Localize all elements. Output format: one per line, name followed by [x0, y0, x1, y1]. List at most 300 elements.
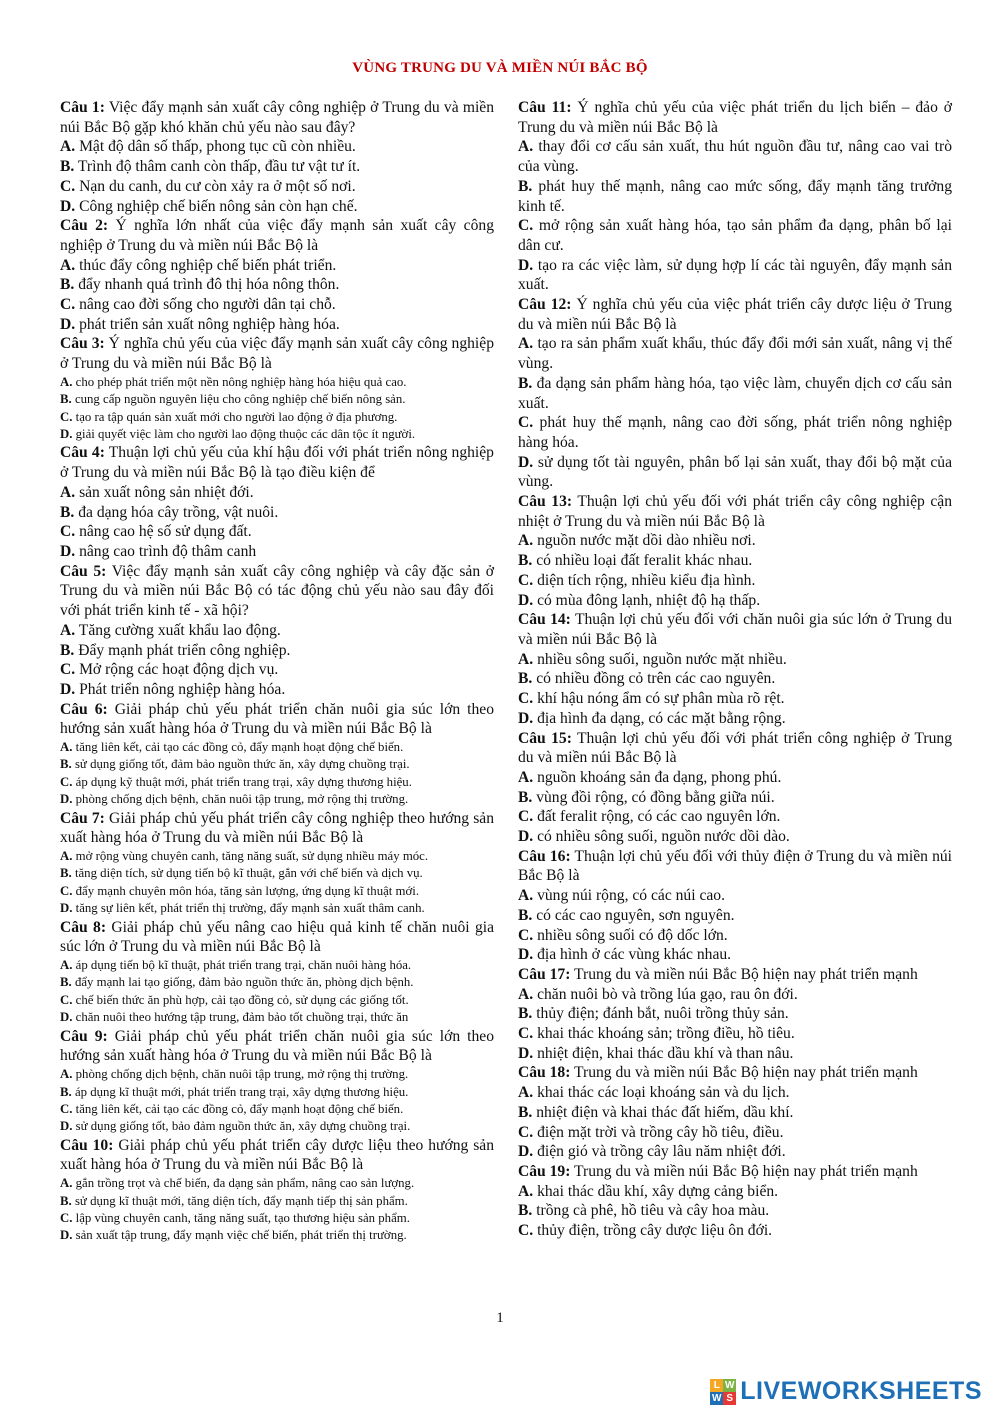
- option-text: phòng chống dịch bệnh, chăn nuôi tập trung, mở rộng thị trường.: [72, 1067, 409, 1082]
- option-letter: C.: [60, 992, 73, 1007]
- option-letter: A.: [518, 138, 534, 156]
- question-stem: [518, 98, 952, 137]
- option-text: Mở rộng các hoạt động dịch vụ.: [75, 661, 279, 679]
- option-letter: D.: [518, 709, 534, 727]
- answer-option[interactable]: [60, 680, 494, 700]
- option-text: tăng sự liên kết, phát triển thị trường, đẩy mạnh sản xuất thâm canh.: [72, 901, 425, 916]
- answer-option[interactable]: [60, 865, 494, 882]
- option-letter: A.: [60, 1176, 73, 1191]
- answer-option[interactable]: [60, 957, 494, 974]
- option-text: cho phép phát triển một nền nông nghiệp hàng hóa hiệu quả cao.: [72, 374, 407, 389]
- option-text: gắn trồng trọt và chế biến, đa dạng sản phẩm, nâng cao sản lượng.: [72, 1176, 415, 1191]
- answer-option[interactable]: [60, 739, 494, 756]
- option-text: chăn nuôi theo hướng tập trung, đảm bảo tốt chuồng trại, thức ăn: [72, 1010, 409, 1025]
- option-text: tạo ra các việc làm, sử dụng hợp lí các tài nguyên, đẩy mạnh sản xuất.: [518, 256, 952, 294]
- question-text: Trung du và miền núi Bắc Bộ hiện nay phát triển mạnh: [570, 1064, 918, 1082]
- option-text: điện mặt trời và trồng cây hồ tiêu, điều.: [533, 1123, 784, 1141]
- option-text: đẩy mạnh lai tạo giống, đảm bảo nguồn thức ăn, phòng dịch bệnh.: [71, 975, 414, 990]
- option-text: đất feralit rộng, có các cao nguyên lớn.: [533, 808, 781, 826]
- option-text: có nhiều đồng cỏ trên các cao nguyên.: [532, 670, 776, 688]
- answer-option[interactable]: [518, 1044, 952, 1064]
- option-letter: C.: [518, 571, 534, 589]
- answer-option[interactable]: [518, 1142, 952, 1162]
- option-letter: D.: [60, 427, 73, 442]
- answer-option[interactable]: [60, 1118, 494, 1135]
- option-letter: C.: [60, 1210, 73, 1225]
- question-text: Việc đẩy mạnh sản xuất cây công nghiệp và cây đặc sản ở Trung du và miền núi Bắc Bộ có tác động chủ yếu nào sau đây đối với phát triển kinh tế - xã hội?: [60, 562, 494, 620]
- logo-mark-tile: W: [725, 1379, 735, 1391]
- option-letter: A.: [60, 958, 73, 973]
- question-number: Câu 7:: [60, 809, 105, 827]
- option-text: tạo ra tập quán sản xuất mới cho người lao động ở địa phương.: [72, 409, 398, 424]
- question-block: [60, 809, 494, 918]
- answer-option[interactable]: [518, 1221, 952, 1241]
- question-text: Thuận lợi chủ yếu đối với phát triển cây công nghiệp cận nhiệt ở Trung du và miền núi Bắc Bộ là: [518, 493, 952, 530]
- question-stem: [60, 700, 494, 739]
- page-title: VÙNG TRUNG DU VÀ MIỀN NÚI BẮC BỘ: [352, 60, 648, 76]
- option-letter: B.: [60, 158, 75, 176]
- question-text: Thuận lợi chủ yếu đối với phát triển công nghiệp ở Trung du và miền núi Bắc Bộ là: [518, 729, 952, 767]
- question-text: Trung du và miền núi Bắc Bộ hiện nay phát triển mạnh: [570, 965, 918, 983]
- question-stem: [518, 610, 952, 649]
- option-text: thúc đẩy công nghiệp chế biến phát triển.: [75, 256, 337, 274]
- answer-option[interactable]: [60, 1084, 494, 1101]
- answer-option[interactable]: [518, 669, 952, 689]
- option-letter: D.: [60, 792, 73, 807]
- question-stem: [60, 216, 494, 255]
- question-block: [60, 700, 494, 809]
- option-letter: D.: [60, 1119, 73, 1134]
- question-stem: [518, 729, 952, 768]
- question-text: Ý nghĩa lớn nhất của việc đẩy mạnh sản xuất cây công nghiệp ở Trung du và miền núi Bắc Bộ là: [60, 217, 494, 254]
- option-text: trồng cà phê, hồ tiêu và cây hoa màu.: [532, 1202, 770, 1220]
- option-text: nâng cao hệ số sử dụng đất.: [75, 523, 252, 541]
- option-text: phát huy thế mạnh, nâng cao đời sống, phát triển nông nghiệp hàng hóa.: [518, 414, 952, 451]
- answer-option[interactable]: [518, 886, 952, 906]
- option-text: áp dụng tiến bộ kĩ thuật, phát triển trang trại, chăn nuôi hàng hóa.: [72, 958, 412, 973]
- question-stem: [518, 847, 952, 886]
- option-text: nhiệt điện và khai thác đất hiếm, dầu khí.: [532, 1103, 794, 1121]
- option-letter: A.: [60, 138, 76, 156]
- option-letter: C.: [518, 217, 534, 235]
- option-letter: C.: [60, 661, 76, 679]
- answer-option[interactable]: [518, 945, 952, 965]
- option-letter: B.: [518, 552, 533, 570]
- option-letter: C.: [518, 808, 534, 826]
- question-block: [60, 1136, 494, 1245]
- option-letter: A.: [518, 1084, 534, 1102]
- option-text: nâng cao trình độ thâm canh: [75, 542, 257, 560]
- question-block: [518, 610, 952, 728]
- question-block: [518, 1162, 952, 1241]
- option-letter: A.: [60, 483, 76, 501]
- option-letter: C.: [518, 414, 534, 432]
- question-number: Câu 14:: [518, 611, 571, 629]
- option-letter: D.: [518, 828, 534, 846]
- left-column: [60, 98, 494, 1245]
- question-text: Thuận lợi chủ yếu đối với thủy điện ở Trung du và miền núi Bắc Bộ là: [518, 847, 953, 885]
- answer-option[interactable]: [60, 426, 494, 443]
- logo-mark-icon: [710, 1379, 736, 1405]
- option-text: đa dạng hóa cây trồng, vật nuôi.: [74, 503, 279, 521]
- option-text: khai thác dầu khí, xây dựng cảng biển.: [533, 1182, 779, 1200]
- option-letter: B.: [518, 906, 533, 924]
- answer-option[interactable]: [518, 216, 952, 255]
- question-stem: [518, 1063, 952, 1083]
- option-text: sử dụng giống tốt, đảm bảo nguồn thức ăn, xây dựng chuồng trại.: [71, 757, 410, 772]
- logo-text: LIVEWORKSHEETS: [740, 1377, 982, 1405]
- answer-option[interactable]: [60, 409, 494, 426]
- question-block: [60, 918, 494, 1027]
- option-text: cung cấp nguồn nguyên liệu cho công nghiệp chế biến nông sản.: [71, 392, 406, 407]
- option-text: tăng diện tích, sử dụng tiến bộ kĩ thuật, gắn với chế biến và dịch vụ.: [71, 866, 423, 881]
- option-letter: C.: [60, 883, 73, 898]
- question-block: [518, 1063, 952, 1162]
- option-text: có nhiều sông suối, nguồn nước dồi dào.: [533, 828, 790, 846]
- option-letter: A.: [60, 1067, 73, 1082]
- option-letter: B.: [60, 757, 72, 772]
- option-letter: A.: [60, 621, 76, 639]
- option-letter: B.: [518, 1103, 533, 1121]
- option-letter: A.: [518, 532, 534, 550]
- question-block: [60, 443, 494, 561]
- answer-option[interactable]: [60, 256, 494, 276]
- option-text: tăng liên kết, cải tạo các đồng cỏ, đẩy mạnh hoạt động chế biến.: [72, 740, 404, 755]
- answer-option[interactable]: [518, 768, 952, 788]
- option-text: đẩy nhanh quá trình đô thị hóa nông thôn.: [74, 276, 340, 294]
- option-text: đẩy mạnh chuyên môn hóa, tăng sản lượng, ứng dụng kĩ thuật mới.: [72, 883, 420, 898]
- option-letter: A.: [60, 849, 73, 864]
- option-letter: B.: [518, 670, 533, 688]
- option-letter: C.: [518, 1025, 534, 1043]
- option-text: Công nghiệp chế biến nông sản còn hạn chế.: [75, 197, 358, 215]
- option-text: mở rộng vùng chuyên canh, tăng năng suất, sử dụng nhiều máy móc.: [72, 849, 429, 864]
- answer-option[interactable]: [60, 177, 494, 197]
- answer-option[interactable]: [518, 1103, 952, 1123]
- option-text: sản xuất tập trung, đẩy mạnh việc chế biến, phát triển thị trường.: [72, 1228, 407, 1243]
- option-text: điện gió và trồng cây lâu năm nhiệt đới.: [533, 1143, 786, 1161]
- answer-option[interactable]: [518, 571, 952, 591]
- option-text: áp dụng kỹ thuật mới, phát triển trang trại, xây dựng thương hiệu.: [72, 774, 412, 789]
- answer-option[interactable]: [60, 756, 494, 773]
- option-letter: B.: [518, 374, 533, 392]
- option-text: có nhiều loại đất feralit khác nhau.: [532, 552, 753, 570]
- option-text: có mùa đông lạnh, nhiệt độ hạ thấp.: [533, 591, 761, 609]
- answer-option[interactable]: [60, 137, 494, 157]
- option-letter: D.: [518, 591, 534, 609]
- right-column: [518, 98, 952, 1241]
- answer-option[interactable]: [60, 275, 494, 295]
- question-number: Câu 19:: [518, 1162, 571, 1180]
- option-letter: B.: [518, 1005, 533, 1023]
- answer-option[interactable]: [60, 1009, 494, 1026]
- question-number: Câu 10:: [60, 1136, 114, 1154]
- question-number: Câu 1:: [60, 99, 105, 116]
- option-letter: D.: [518, 1143, 534, 1161]
- option-text: phòng chống dịch bệnh, chăn nuôi tập trung, mở rộng thị trường.: [72, 792, 409, 807]
- option-text: có các cao nguyên, sơn nguyên.: [532, 906, 735, 924]
- answer-option[interactable]: [60, 641, 494, 661]
- question-number: Câu 4:: [60, 444, 105, 462]
- question-block: [60, 216, 494, 334]
- answer-option[interactable]: [518, 453, 952, 492]
- question-text: Thuận lợi chủ yếu đối với chăn nuôi gia súc lớn ở Trung du và miền núi Bắc Bộ là: [518, 611, 952, 648]
- question-stem: [60, 98, 494, 137]
- answer-option[interactable]: [60, 774, 494, 791]
- option-text: Trình độ thâm canh còn thấp, đầu tư vật tư ít.: [74, 158, 361, 176]
- option-text: nhiệt điện, khai thác dầu khí và than nâu.: [533, 1044, 794, 1062]
- question-number: Câu 3:: [60, 335, 105, 353]
- answer-option[interactable]: [60, 391, 494, 408]
- question-block: [518, 847, 952, 965]
- option-text: địa hình ở các vùng khác nhau.: [533, 946, 732, 964]
- answer-option[interactable]: [518, 1083, 952, 1103]
- question-number: Câu 13:: [518, 493, 573, 511]
- option-letter: A.: [60, 740, 73, 755]
- answer-option[interactable]: [518, 551, 952, 571]
- option-letter: A.: [60, 256, 76, 274]
- option-text: địa hình đa dạng, có các mặt bằng rộng.: [533, 709, 786, 727]
- option-text: thủy điện; đánh bắt, nuôi trồng thủy sản.: [532, 1005, 789, 1023]
- answer-option[interactable]: [518, 1004, 952, 1024]
- option-text: Tăng cường xuất khẩu lao động.: [75, 621, 281, 639]
- option-text: sử dụng giống tốt, bảo đảm nguồn thức ăn, xây dựng chuồng trại.: [72, 1119, 411, 1134]
- answer-option[interactable]: [518, 334, 952, 373]
- answer-option[interactable]: [60, 900, 494, 917]
- logo-mark-tile: L: [710, 1379, 723, 1392]
- question-text: Trung du và miền núi Bắc Bộ hiện nay phát triển mạnh: [570, 1162, 918, 1180]
- question-number: Câu 12:: [518, 296, 572, 314]
- answer-option[interactable]: [518, 689, 952, 709]
- option-text: sử dụng kĩ thuật mới, tăng diện tích, đẩy mạnh tiếp thị sản phẩm.: [71, 1193, 408, 1208]
- option-letter: D.: [60, 1010, 73, 1025]
- option-letter: B.: [60, 1084, 72, 1099]
- question-text: Ý nghĩa chủ yếu của việc phát triển cây dược liệu ở Trung du và miền núi Bắc Bộ là: [518, 296, 952, 333]
- option-text: lập vùng chuyên canh, tăng năng suất, tạo thương hiệu sản phẩm.: [72, 1210, 410, 1225]
- question-block: [60, 1027, 494, 1136]
- question-stem: [60, 334, 494, 373]
- answer-option[interactable]: [518, 788, 952, 808]
- option-text: thủy điện, trồng cây dược liệu ôn đới.: [533, 1222, 773, 1240]
- answer-option[interactable]: [518, 177, 952, 216]
- option-letter: B.: [518, 1202, 533, 1220]
- option-text: nâng cao đời sống cho người dân tại chỗ.: [75, 296, 336, 314]
- option-letter: D.: [60, 901, 73, 916]
- answer-option[interactable]: [518, 591, 952, 611]
- answer-option[interactable]: [60, 1210, 494, 1227]
- answer-option[interactable]: [518, 1123, 952, 1143]
- logo-mark-tile: W: [712, 1392, 722, 1404]
- option-text: nguồn khoáng sản đa dạng, phong phú.: [533, 768, 782, 786]
- question-block: [60, 98, 494, 216]
- option-letter: A.: [60, 374, 73, 389]
- question-number: Câu 6:: [60, 700, 108, 718]
- answer-option[interactable]: [60, 522, 494, 542]
- option-text: Phát triển nông nghiệp hàng hóa.: [75, 680, 286, 698]
- option-text: khai thác các loại khoáng sản và du lịch.: [533, 1084, 790, 1102]
- option-letter: B.: [60, 1193, 72, 1208]
- option-text: áp dụng kĩ thuật mới, phát triển trang trại, xây dựng thương hiệu.: [71, 1084, 409, 1099]
- option-letter: C.: [60, 296, 76, 314]
- option-letter: C.: [60, 409, 73, 424]
- answer-option[interactable]: [60, 503, 494, 523]
- option-text: sử dụng tốt tài nguyên, phân bố lại sản xuất, thay đổi bộ mặt của vùng.: [518, 453, 952, 491]
- answer-option[interactable]: [518, 709, 952, 729]
- question-text: Giải pháp chủ yếu phát triển cây dược liệu theo hướng sản xuất hàng hóa ở Trung du và miền núi Bắc Bộ là: [60, 1136, 494, 1174]
- option-text: khai thác khoáng sản; trồng điều, hồ tiêu.: [533, 1025, 795, 1043]
- answer-option[interactable]: [518, 256, 952, 295]
- question-text: Thuận lợi chủ yếu của khí hậu đối với phát triển nông nghiệp ở Trung du và miền núi Bắc Bộ là tạo điều kiện để: [60, 444, 494, 482]
- question-number: Câu 9:: [60, 1027, 108, 1045]
- answer-option[interactable]: [60, 660, 494, 680]
- option-letter: C.: [518, 1123, 534, 1141]
- question-text: Ý nghĩa chủ yếu của việc phát triển du lịch biển – đảo ở Trung du và miền núi Bắc Bộ là: [518, 99, 952, 136]
- option-letter: C.: [60, 177, 76, 195]
- option-letter: A.: [518, 650, 534, 668]
- option-letter: D.: [60, 315, 76, 333]
- answer-option[interactable]: [60, 542, 494, 562]
- question-block: [518, 965, 952, 1064]
- option-text: tạo ra sản phẩm xuất khẩu, thúc đẩy đổi mới sản xuất, nâng vị thế vùng.: [518, 335, 952, 373]
- option-letter: B.: [60, 503, 75, 521]
- option-letter: B.: [60, 392, 72, 407]
- option-letter: B.: [518, 788, 533, 806]
- option-letter: A.: [518, 768, 534, 786]
- option-text: thay đổi cơ cấu sản xuất, thu hút nguồn đầu tư, nâng cao vai trò của vùng.: [518, 138, 952, 176]
- answer-option[interactable]: [60, 374, 494, 391]
- option-text: phát triển sản xuất nông nghiệp hàng hóa.: [75, 315, 340, 333]
- answer-option[interactable]: [60, 848, 494, 865]
- question-text: Giải pháp chủ yếu phát triển cây công nghiệp theo hướng sản xuất hàng hóa ở Trung du và miền núi Bắc Bộ là: [60, 809, 494, 847]
- answer-option[interactable]: [518, 413, 952, 452]
- option-letter: D.: [518, 1044, 534, 1062]
- question-number: Câu 18:: [518, 1064, 571, 1082]
- question-block: [518, 492, 952, 610]
- answer-option[interactable]: [60, 992, 494, 1009]
- question-block: [518, 729, 952, 847]
- answer-option[interactable]: [60, 1193, 494, 1210]
- question-number: Câu 5:: [60, 562, 107, 580]
- question-stem: [518, 1162, 952, 1182]
- option-letter: A.: [518, 1182, 534, 1200]
- option-text: nguồn nước mặt dồi dào nhiều nơi.: [533, 532, 756, 550]
- option-letter: D.: [518, 946, 534, 964]
- option-letter: D.: [60, 542, 76, 560]
- option-letter: B.: [60, 641, 75, 659]
- answer-option[interactable]: [60, 974, 494, 991]
- option-letter: A.: [518, 887, 534, 905]
- answer-option[interactable]: [518, 531, 952, 551]
- answer-option[interactable]: [518, 1182, 952, 1202]
- option-letter: C.: [518, 926, 534, 944]
- answer-option[interactable]: [60, 295, 494, 315]
- option-letter: A.: [518, 335, 534, 353]
- question-number: Câu 17:: [518, 965, 571, 983]
- question-text: Việc đẩy mạnh sản xuất cây công nghiệp ở Trung du và miền núi Bắc Bộ gặp khó khăn chủ yếu nào sau đây?: [60, 99, 494, 136]
- answer-option[interactable]: [518, 807, 952, 827]
- answer-option[interactable]: [60, 883, 494, 900]
- option-text: Đẩy mạnh phát triển công nghiệp.: [74, 641, 291, 659]
- answer-option[interactable]: [60, 621, 494, 641]
- answer-option[interactable]: [60, 197, 494, 217]
- option-text: mở rộng sản xuất hàng hóa, tạo sản phẩm đa dạng, phân bố lại dân cư.: [518, 217, 952, 254]
- option-text: đa dạng sản phẩm hàng hóa, tạo việc làm, chuyển dịch cơ cấu sản xuất.: [518, 374, 952, 412]
- option-text: khí hậu nóng ẩm có sự phân mùa rõ rệt.: [533, 690, 785, 708]
- answer-option[interactable]: [518, 374, 952, 413]
- option-text: sản xuất nông sản nhiệt đới.: [75, 483, 254, 501]
- option-letter: A.: [518, 985, 534, 1003]
- option-text: phát huy thế mạnh, nâng cao mức sống, đẩy mạnh tăng trưởng kinh tế.: [518, 177, 952, 215]
- question-block: [60, 334, 494, 443]
- option-text: vùng núi rộng, có các núi cao.: [533, 887, 726, 905]
- question-number: Câu 2:: [60, 217, 109, 235]
- option-letter: B.: [518, 177, 533, 195]
- question-block: [60, 562, 494, 700]
- answer-option[interactable]: [518, 1024, 952, 1044]
- answer-option[interactable]: [518, 926, 952, 946]
- option-text: giải quyết việc làm cho người lao động thuộc các dân tộc ít người.: [72, 427, 416, 442]
- liveworksheets-logo: [710, 1377, 982, 1406]
- question-text: Ý nghĩa chủ yếu của việc đẩy mạnh sản xuất cây công nghiệp ở Trung du và miền núi Bắc Bộ là: [60, 335, 494, 373]
- question-stem: [518, 295, 952, 334]
- question-number: Câu 16:: [518, 847, 571, 865]
- question-stem: [60, 562, 494, 621]
- question-text: Giải pháp chủ yếu phát triển chăn nuôi gia súc lớn theo hướng sản xuất hàng hóa ở Trung du và miền núi Bắc Bộ là: [60, 700, 494, 738]
- answer-option[interactable]: [60, 1175, 494, 1192]
- option-letter: B.: [60, 975, 72, 990]
- option-letter: C.: [60, 523, 76, 541]
- option-text: chế biến thức ăn phù hợp, cải tạo đồng cỏ, sử dụng các giống tốt.: [72, 992, 409, 1007]
- answer-option[interactable]: [518, 650, 952, 670]
- option-letter: B.: [60, 276, 75, 294]
- answer-option[interactable]: [60, 1227, 494, 1244]
- question-text: Giải pháp chủ yếu nâng cao hiệu quả kinh tế chăn nuôi gia súc lớn ở Trung du và miền núi Bắc Bộ là: [60, 918, 495, 956]
- option-text: tăng liên kết, cải tạo các đồng cỏ, đẩy mạnh hoạt động chế biến.: [72, 1101, 404, 1116]
- answer-option[interactable]: [518, 137, 952, 176]
- answer-option[interactable]: [518, 1201, 952, 1221]
- option-text: nhiều sông suối có độ dốc lớn.: [533, 926, 728, 944]
- question-stem: [60, 918, 494, 957]
- option-letter: C.: [518, 690, 534, 708]
- answer-option[interactable]: [518, 827, 952, 847]
- option-text: chăn nuôi bò và trồng lúa gạo, rau ôn đới.: [533, 985, 798, 1003]
- logo-mark-tile: S: [723, 1392, 736, 1405]
- answer-option[interactable]: [60, 1066, 494, 1083]
- question-stem: [60, 1136, 494, 1175]
- answer-option[interactable]: [60, 157, 494, 177]
- answer-option[interactable]: [60, 791, 494, 808]
- answer-option[interactable]: [518, 985, 952, 1005]
- option-text: diện tích rộng, nhiều kiểu địa hình.: [533, 571, 756, 589]
- question-block: [518, 295, 952, 492]
- page-number: 1: [496, 1310, 504, 1326]
- question-stem: [518, 492, 952, 531]
- question-stem: [60, 1027, 494, 1066]
- option-text: Mật độ dân số thấp, phong tục cũ còn nhiều.: [75, 138, 356, 156]
- option-letter: B.: [60, 866, 72, 881]
- option-letter: D.: [518, 256, 534, 274]
- option-letter: D.: [518, 453, 534, 471]
- option-letter: C.: [60, 774, 73, 789]
- answer-option[interactable]: [518, 906, 952, 926]
- answer-option[interactable]: [60, 315, 494, 335]
- answer-option[interactable]: [60, 483, 494, 503]
- question-stem: [518, 965, 952, 985]
- question-number: Câu 11:: [518, 99, 572, 116]
- answer-option[interactable]: [60, 1101, 494, 1118]
- option-text: Nạn du canh, du cư còn xảy ra ở một số nơi.: [75, 177, 356, 195]
- option-letter: D.: [60, 197, 76, 215]
